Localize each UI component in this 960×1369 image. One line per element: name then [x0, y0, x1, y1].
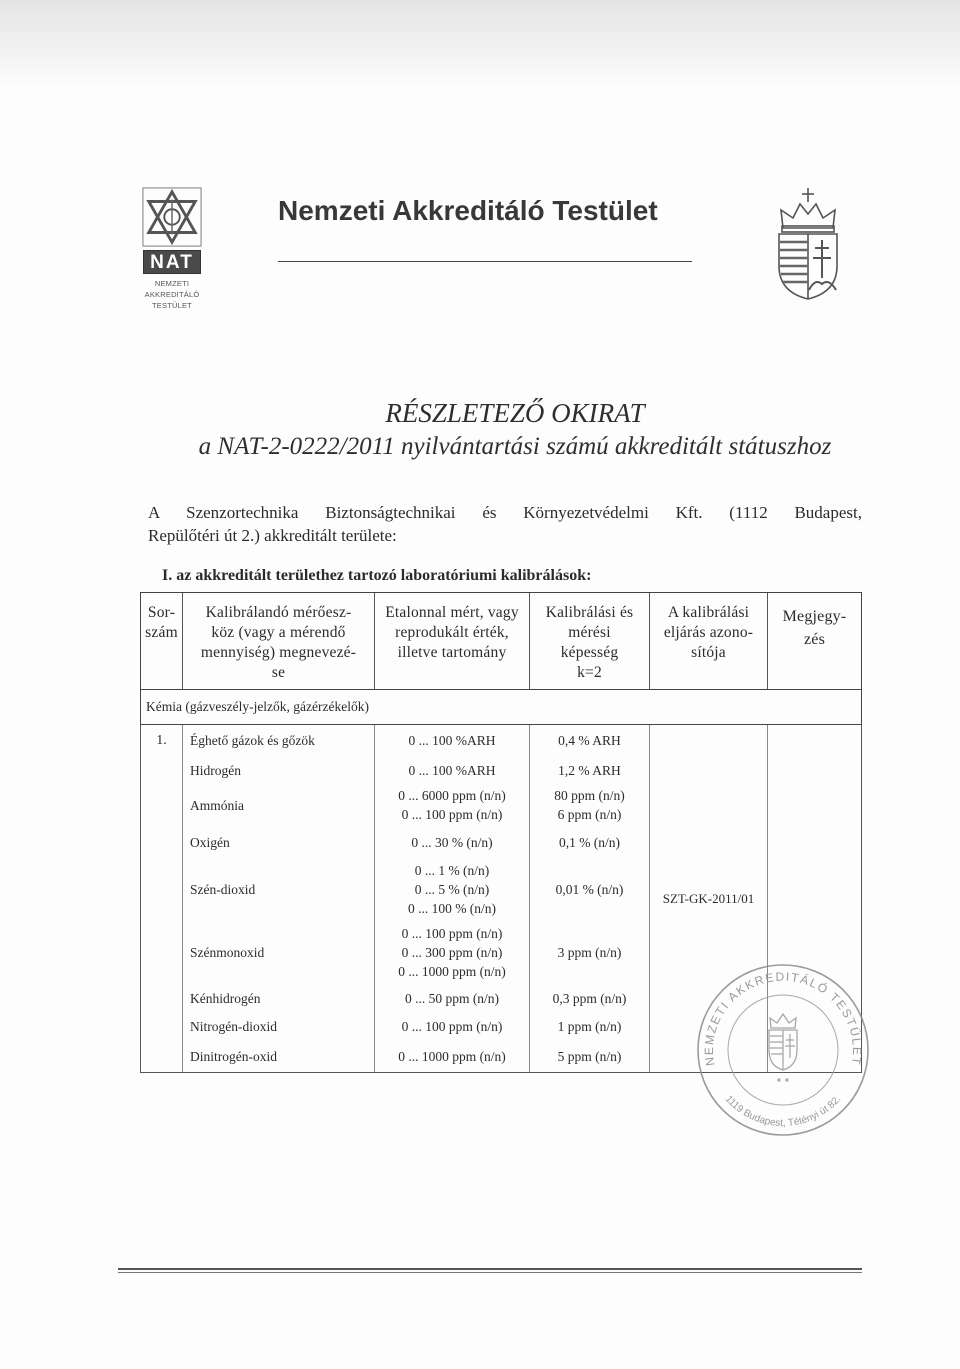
col-header-line: Megjegy- [782, 608, 847, 625]
col-header-remark [768, 593, 861, 689]
col-header-range [375, 593, 530, 689]
col-header-line: mennyiség) megnevezé- [200, 644, 357, 661]
stamp-coat-of-arms-icon [769, 1014, 797, 1070]
cmc-cell [530, 826, 650, 858]
col-header-line: Kalibrálandó mérőesz- [205, 604, 352, 621]
range-cell [375, 725, 530, 756]
range-value: 0 ... 100 %ARH [408, 733, 496, 748]
scan-edge-shadow [0, 0, 960, 90]
range-value: 0 ... 100 %ARH [408, 762, 496, 778]
range-value: 0 ... 1000 ppm (n/n) [398, 963, 506, 979]
col-header-line: Sor- [147, 604, 176, 621]
range-cell [375, 1040, 530, 1072]
range-value: 0 ... 100 ppm (n/n) [401, 1018, 503, 1034]
col-header-line: se [271, 664, 286, 681]
col-header-instrument [183, 593, 375, 689]
cmc-cell [530, 920, 650, 984]
cmc-value: 5 ppm (n/n) [557, 1048, 622, 1064]
col-header-procedure [650, 593, 768, 689]
document-subtitle: a NAT-2-0222/2011 nyilvántartási számú akkreditált státuszhoz [198, 433, 832, 460]
gas-name: Kénhidrogén [190, 990, 261, 1006]
organization-name: Nemzeti Akkreditáló Testület [278, 195, 658, 226]
range-value: 0 ... 300 ppm (n/n) [401, 944, 503, 960]
header-rule [278, 261, 692, 262]
range-value: 0 ... 100 % (n/n) [407, 900, 497, 916]
gas-name: Szénmonoxid [190, 944, 265, 960]
section-heading: I. az akkreditált területhez tartozó laboratóriumi kalibrálások: [162, 567, 592, 584]
coat-of-arms-icon [773, 186, 843, 302]
col-header-serial [141, 593, 183, 689]
range-cell [375, 984, 530, 1012]
procedure-id: SZT-GK-2011/01 [662, 891, 755, 906]
range-value: 0 ... 50 ppm (n/n) [404, 990, 500, 1006]
cmc-cell [530, 984, 650, 1012]
logo-text-line: TESTÜLET [152, 301, 192, 310]
logo-text-line: AKKREDITÁLÓ [144, 290, 200, 299]
gas-name-cell [183, 1040, 375, 1072]
intro-text-line: A Szenzortechnika Biztonságtechnikai és Környezetvédelmi Kft. (1112 Budapest, [148, 503, 862, 522]
range-cell [375, 826, 530, 858]
table-header-row [140, 592, 862, 690]
cmc-value: 0,1 % (n/n) [558, 834, 621, 850]
gas-name-cell [183, 920, 375, 984]
range-value: 0 ... 1000 ppm (n/n) [398, 1048, 506, 1064]
gas-name-cell [183, 1012, 375, 1040]
cmc-value: 80 ppm (n/n) [554, 788, 625, 803]
cmc-cell [530, 756, 650, 784]
gas-name: Éghető gázok és gőzök [190, 733, 315, 748]
col-header-line: mérési [568, 624, 611, 641]
group-label: Kémia (gázveszély-jelzők, gázérzékelők) [146, 699, 369, 714]
gas-name-cell [183, 756, 375, 784]
footer-rule [118, 1268, 862, 1273]
cmc-value: 1,2 % ARH [558, 762, 621, 778]
stamp-ring-text: NEMZETI AKKREDITÁLÓ TESTÜLET [701, 969, 865, 1067]
official-stamp [693, 962, 875, 1140]
range-value: 0 ... 5 % (n/n) [414, 881, 490, 897]
cmc-value: 0,3 ppm (n/n) [552, 990, 627, 1006]
gas-name: Nitrogén-dioxid [190, 1018, 277, 1034]
gas-name: Szén-dioxid [190, 881, 256, 897]
gas-name: Hidrogén [190, 762, 241, 778]
range-cell [375, 1012, 530, 1040]
cmc-value: 6 ppm (n/n) [557, 807, 622, 822]
range-value: 0 ... 6000 ppm (n/n) [398, 788, 506, 803]
range-cell [375, 756, 530, 784]
gas-name-cell [183, 858, 375, 920]
cmc-cell [530, 1040, 650, 1072]
col-header-line: illetve tartomány [397, 644, 507, 661]
cmc-cell [530, 858, 650, 920]
serial-cell [141, 725, 183, 1072]
table-group-row [140, 690, 862, 725]
col-header-line: Etalonnal mért, vagy [385, 604, 519, 621]
range-cell [375, 784, 530, 826]
col-header-line: reprodukált érték, [395, 624, 509, 641]
nat-emblem-icon [140, 186, 204, 248]
cmc-cell [530, 725, 650, 756]
col-header-line: sítója [691, 644, 726, 661]
col-header-line: A kalibrálási [667, 604, 750, 621]
serial-number: 1. [156, 733, 167, 748]
col-header-line: köz (vagy a mérendő [211, 624, 346, 641]
stamp-address-text: 1119 Budapest, Tétényi út 82. [722, 1093, 844, 1129]
cmc-value: 0,4 % ARH [558, 733, 621, 748]
gas-name-cell [183, 725, 375, 756]
range-value: 0 ... 100 ppm (n/n) [401, 807, 503, 822]
document-title: RÉSZLETEZŐ OKIRAT [385, 398, 645, 428]
range-value: 0 ... 30 % (n/n) [411, 834, 493, 850]
cmc-value: 0,01 % (n/n) [555, 881, 624, 897]
intro-text-line: Repülőtéri út 2.) akkreditált területe: [148, 526, 397, 545]
range-value: 0 ... 100 ppm (n/n) [401, 925, 503, 941]
gas-name-cell [183, 984, 375, 1012]
range-value: 0 ... 1 % (n/n) [414, 862, 490, 878]
cmc-value: 1 ppm (n/n) [557, 1018, 622, 1034]
gas-name: Ammónia [190, 797, 244, 813]
cmc-cell [530, 1012, 650, 1040]
gas-name-cell [183, 784, 375, 826]
nat-mark: NAT [143, 250, 201, 274]
col-header-line: szám [145, 624, 178, 641]
col-header-line: k=2 [577, 664, 602, 681]
gas-name-cell [183, 826, 375, 858]
col-header-line: Kalibrálási és [545, 604, 634, 621]
range-cell [375, 858, 530, 920]
nat-logo [136, 186, 208, 318]
col-header-line: képesség [560, 644, 619, 661]
cmc-value: 3 ppm (n/n) [557, 944, 622, 960]
col-header-line: zés [803, 631, 826, 648]
range-cell [375, 920, 530, 984]
gas-name: Dinitrogén-oxid [190, 1048, 277, 1064]
logo-text-line: NEMZETI [154, 279, 190, 288]
col-header-cmc [530, 593, 650, 689]
gas-name: Oxigén [190, 834, 230, 850]
cmc-cell [530, 784, 650, 826]
col-header-line: eljárás azono- [663, 624, 754, 641]
